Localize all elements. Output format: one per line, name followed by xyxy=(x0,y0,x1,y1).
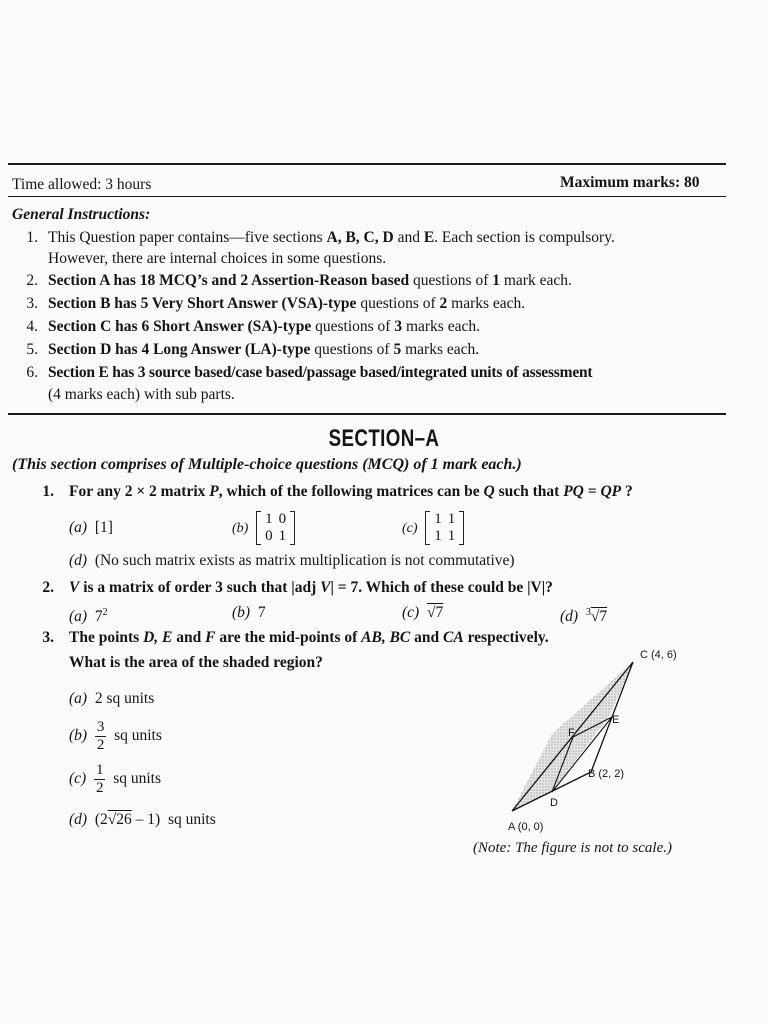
instruction-number: 4. xyxy=(26,318,38,335)
matrix-cell: 1 xyxy=(278,528,287,545)
option-label: (d) xyxy=(69,552,88,569)
text-part: P xyxy=(209,483,219,500)
text-part: Section D has 4 Long Answer (LA)-type xyxy=(48,341,311,358)
q2-option-d[interactable] xyxy=(560,603,607,627)
text-part: PQ = QP xyxy=(563,483,622,500)
text-part: and xyxy=(172,629,206,646)
text-part: A, B, C, D xyxy=(326,229,394,246)
matrix-cell: 1 xyxy=(434,528,442,545)
option-base: 7 xyxy=(94,608,103,626)
text-part: ? xyxy=(621,483,633,500)
option-label: (a) xyxy=(69,519,88,536)
maximum-marks: Maximum marks: 80 xyxy=(560,174,700,191)
text-part: are the mid-points of xyxy=(215,629,362,646)
triangle-figure xyxy=(500,645,720,840)
option-label: (b) xyxy=(69,727,88,744)
instruction-text: Section E has 3 source based/case based/passage based/integrated units of assessment xyxy=(48,364,593,381)
section-title: SECTION–A xyxy=(328,425,440,452)
text-part: questions of xyxy=(311,318,395,335)
instruction-text xyxy=(48,271,572,291)
section-subtitle: (This section comprises of Multiple-choice questions (MCQ) of 1 mark each.) xyxy=(12,456,522,473)
denominator: 2 xyxy=(96,736,105,753)
text-part: . Each section is compulsory. xyxy=(434,229,615,246)
instruction-number: 6. xyxy=(26,364,38,381)
option-exponent: 2 xyxy=(102,607,108,618)
text-part: CA xyxy=(443,629,464,646)
option-label: (c) xyxy=(402,521,418,536)
q2-option-a[interactable] xyxy=(69,603,108,627)
time-allowed: Time allowed: 3 hours xyxy=(12,176,152,193)
label-b: B (2, 2) xyxy=(588,768,625,780)
text-part: The points xyxy=(69,629,144,646)
text-part: mark each. xyxy=(499,272,572,289)
text-part: and xyxy=(410,629,444,646)
text-part: AB, BC xyxy=(361,629,411,646)
q2-option-b[interactable] xyxy=(232,603,266,623)
text-part: 1 xyxy=(492,272,500,289)
text-part: questions of xyxy=(310,341,394,358)
denominator: 2 xyxy=(95,779,104,796)
option-unit: sq units xyxy=(113,770,162,787)
text-part: marks each. xyxy=(447,295,526,312)
top-rule xyxy=(8,163,726,165)
label-e: E xyxy=(612,714,620,726)
option-text: 2 sq units xyxy=(94,690,155,707)
matrix-cell: 1 xyxy=(434,511,442,528)
q3-option-d[interactable] xyxy=(69,810,216,830)
instruction-1-line2: However, there are internal choices in some questions. xyxy=(48,250,387,267)
text-part: V xyxy=(69,579,80,596)
radical: √26 xyxy=(107,811,132,828)
text-part: Section B has 5 Very Short Answer (VSA)-type xyxy=(48,295,357,312)
instructions-heading: General Instructions: xyxy=(12,206,151,223)
figure-note: (Note: The figure is not to scale.) xyxy=(473,840,672,856)
text-part: E xyxy=(423,229,435,246)
label-d: D xyxy=(550,797,558,809)
question-stem xyxy=(69,482,633,502)
option-text: √7 xyxy=(590,608,608,626)
option-text: (2 xyxy=(94,811,108,828)
option-text: (No such matrix exists as matrix multiplication is not commutative) xyxy=(94,552,515,569)
fraction xyxy=(95,719,107,754)
text-part: questions of xyxy=(356,295,440,312)
header-rule xyxy=(8,196,726,197)
option-text: 7 xyxy=(257,604,266,621)
option-label: (c) xyxy=(402,604,420,621)
text-part: marks each. xyxy=(402,318,480,335)
question-stem xyxy=(69,628,549,648)
option-label: (c) xyxy=(69,770,87,787)
q3-option-a[interactable] xyxy=(69,689,154,709)
q3-option-c[interactable] xyxy=(69,761,161,797)
text-part: F xyxy=(205,629,216,646)
text-part: marks each. xyxy=(401,341,480,358)
root-index: 3 xyxy=(585,607,591,618)
matrix-cell: 0 xyxy=(278,511,287,528)
text-part: such that xyxy=(494,483,564,500)
option-label: (a) xyxy=(69,608,88,626)
text-part: Q xyxy=(483,483,495,500)
instruction-text xyxy=(48,340,479,360)
ones-matrix xyxy=(425,511,464,545)
identity-matrix xyxy=(256,511,295,545)
text-part: respectively. xyxy=(463,629,549,646)
question-number: 2. xyxy=(42,579,54,596)
matrix-cell: 1 xyxy=(447,511,456,528)
option-label: (b) xyxy=(232,604,251,621)
instruction-number: 3. xyxy=(26,295,38,312)
question-3-line2: What is the area of the shaded region? xyxy=(69,654,323,671)
q1-option-c[interactable] xyxy=(402,508,464,549)
matrix-cell: 1 xyxy=(265,511,273,528)
instruction-number: 2. xyxy=(26,272,38,289)
q1-option-b[interactable] xyxy=(232,508,295,549)
option-label: (b) xyxy=(232,521,249,536)
text-part: Section A has 18 MCQ’s and 2 Assertion-Reason based xyxy=(48,272,410,289)
q1-option-d[interactable] xyxy=(69,551,515,571)
option-text: – 1) xyxy=(131,811,161,828)
matrix-cell: 1 xyxy=(447,528,456,545)
option-unit: sq units xyxy=(114,727,162,744)
text-part: is a matrix of order 3 such that |adj xyxy=(79,579,321,596)
text-part: Section C has 6 Short Answer (SA)-type xyxy=(48,318,312,335)
instruction-number: 1. xyxy=(26,229,38,246)
question-stem xyxy=(69,578,553,598)
option-text: √7 xyxy=(426,604,444,621)
instruction-number: 5. xyxy=(26,341,38,358)
label-f: F xyxy=(568,727,575,739)
text-part: questions of xyxy=(409,272,493,289)
question-number: 3. xyxy=(42,629,54,646)
instruction-text xyxy=(48,294,525,314)
label-a: A (0, 0) xyxy=(508,821,544,833)
text-part: This Question paper contains—five sections xyxy=(48,229,327,246)
text-part: , which of the following matrices can be xyxy=(218,483,484,500)
option-label: (a) xyxy=(69,690,88,707)
numerator: 3 xyxy=(96,718,105,735)
text-part: and xyxy=(393,229,424,246)
option-unit: sq units xyxy=(167,811,216,828)
text-part: 5 xyxy=(393,341,402,358)
section-rule xyxy=(8,413,726,415)
text-part: 2 xyxy=(439,295,448,312)
fraction xyxy=(94,762,106,797)
matrix-cell: 0 xyxy=(265,528,273,545)
instruction-text xyxy=(48,228,615,248)
option-text: [1] xyxy=(94,519,113,536)
text-part: | = 7. Which of these could be |V|? xyxy=(330,579,553,596)
instruction-6-line2: (4 marks each) with sub parts. xyxy=(48,386,235,403)
q3-option-b[interactable] xyxy=(69,718,162,754)
text-part: V xyxy=(320,579,331,596)
q2-option-c[interactable] xyxy=(402,603,443,623)
text-part: 3 xyxy=(394,318,403,335)
option-label: (d) xyxy=(560,608,579,626)
option-label: (d) xyxy=(69,811,88,828)
text-part: For any 2 × 2 matrix xyxy=(69,483,210,500)
question-number: 1. xyxy=(42,483,54,500)
instruction-text xyxy=(48,317,480,337)
label-c: C (4, 6) xyxy=(640,649,677,661)
text-part: D, E xyxy=(143,629,173,646)
q1-option-a[interactable] xyxy=(69,518,113,538)
numerator: 1 xyxy=(95,761,104,778)
